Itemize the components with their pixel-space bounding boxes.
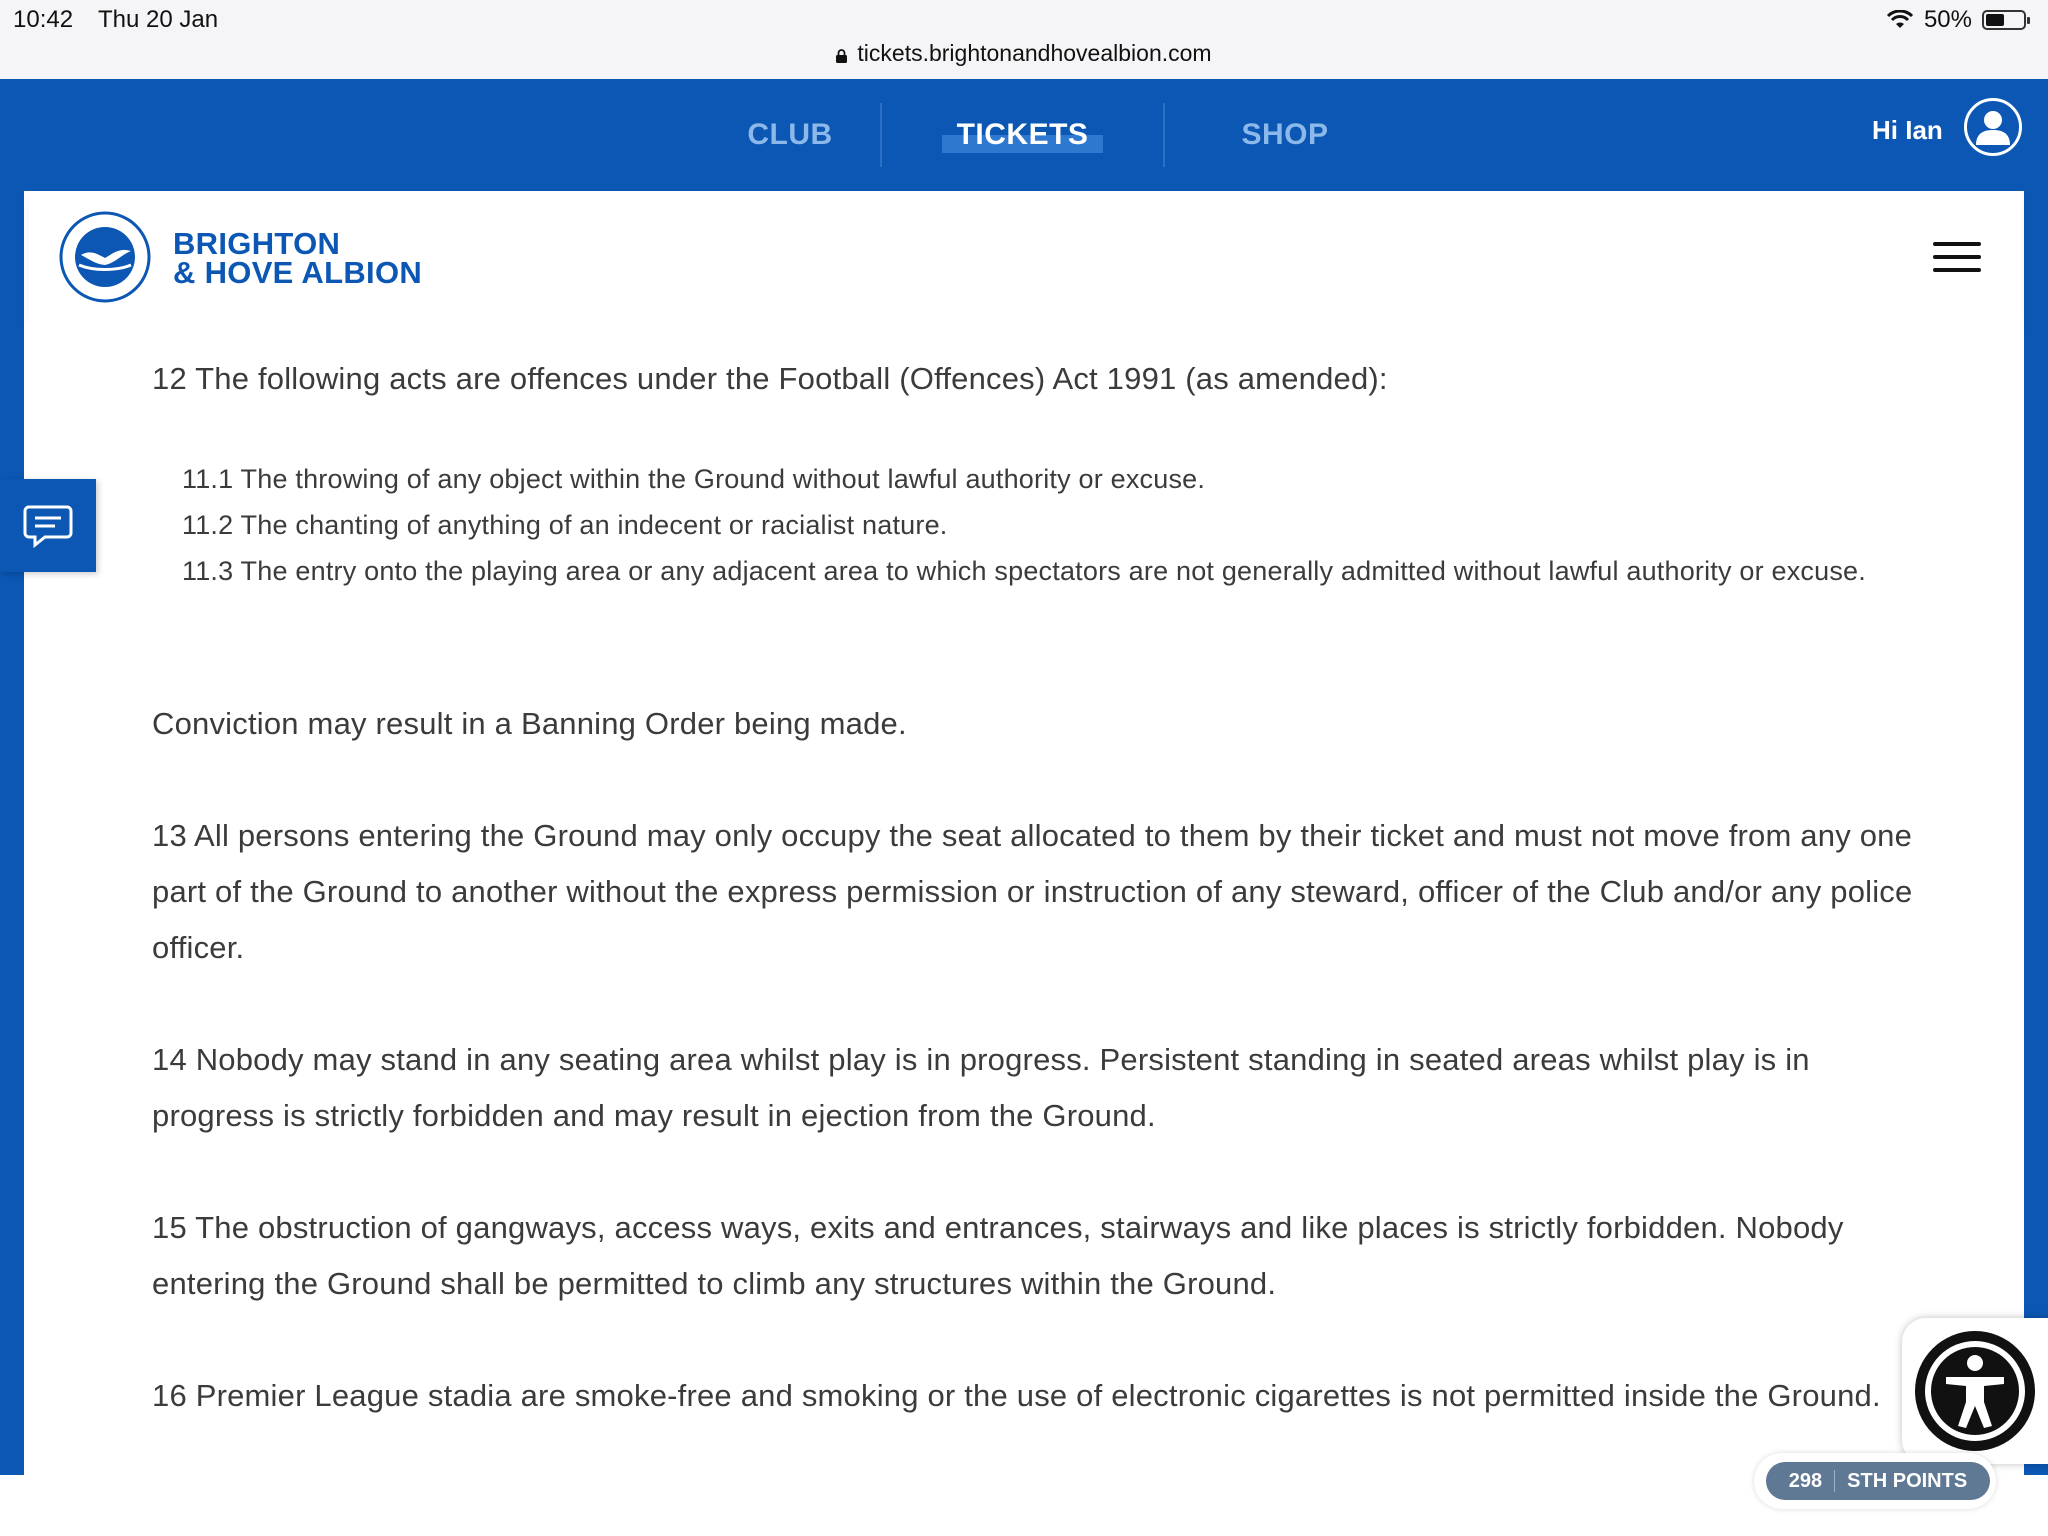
accessibility-button[interactable]: [1902, 1318, 2048, 1464]
paragraph-15: 15 The obstruction of gangways, access ways, exits and entrances, stairways and like places is strictly forbidden. Nobody entering the Ground shall be permitted to climb any structures within the Ground.: [152, 1210, 1844, 1301]
status-time: 10:42: [13, 6, 74, 33]
terms-content: [24, 321, 2024, 1475]
wifi-icon: [1886, 10, 1914, 30]
brand-line-2: & HOVE ALBION: [173, 255, 423, 290]
top-nav: [0, 79, 2048, 191]
url-text: tickets.brightonandhovealbion.com: [857, 40, 1212, 66]
ios-status-bar: [0, 0, 2048, 79]
list-item-11-2: 11.2 The chanting of anything of an indecent or racialist nature.: [182, 510, 948, 540]
paragraph-16: 16 Premier League stadia are smoke-free and smoking or the use of electronic cigarettes is not permitted inside the Ground.: [152, 1378, 1881, 1413]
club-crest-logo[interactable]: [59, 211, 151, 303]
chat-bubble-icon: [23, 503, 73, 549]
address-bar[interactable]: [0, 40, 2048, 67]
list-item-11-3: 11.3 The entry onto the playing area or any adjacent area to which spectators are not generally admitted without lawful authority or excuse.: [182, 556, 1866, 586]
user-avatar-icon[interactable]: [1964, 98, 2022, 156]
battery-level: [1986, 14, 2004, 26]
nav-shop[interactable]: [1165, 79, 1405, 191]
status-indicators: [1886, 6, 2026, 34]
nav-shop-label: SHOP: [1241, 118, 1329, 151]
club-wordmark[interactable]: [173, 226, 423, 290]
conviction-note: Conviction may result in a Banning Order being made.: [152, 706, 907, 741]
chat-button[interactable]: [0, 479, 96, 572]
frame-right: [2024, 191, 2048, 1475]
status-date: Thu 20 Jan: [98, 6, 219, 33]
points-value: 298: [1788, 1469, 1823, 1492]
user-greeting[interactable]: Hi Ian: [1872, 115, 1943, 145]
site-header: [29, 191, 2022, 321]
brand-line-1: BRIGHTON: [173, 226, 341, 261]
points-label: STH POINTS: [1847, 1469, 1968, 1492]
nav-club[interactable]: [700, 79, 880, 191]
sth-points-badge[interactable]: [1766, 1462, 1990, 1500]
nav-tickets[interactable]: [880, 79, 1165, 191]
nav-tickets-label: TICKETS: [956, 118, 1089, 151]
paragraph-14: 14 Nobody may stand in any seating area whilst play is in progress. Persistent standing in seated areas whilst play is in progress is strictly forbidden and may result in ejection from the Ground.: [152, 1042, 1810, 1133]
paragraph-12: 12 The following acts are offences under the Football (Offences) Act 1991 (as amended):: [152, 361, 1388, 396]
paragraph-13: 13 All persons entering the Ground may only occupy the seat allocated to them by their ticket and must not move from any one part of the Ground to another without the express permission or instruction of any steward, officer of the Club and/or any police officer.: [152, 818, 1913, 965]
hamburger-menu-icon[interactable]: [1933, 242, 1981, 272]
nav-club-label: CLUB: [747, 118, 833, 151]
points-separator: [1834, 1470, 1835, 1492]
battery-percent: 50%: [1923, 6, 1972, 33]
accessibility-icon: [1912, 1328, 2038, 1454]
frame-left: [0, 191, 24, 1475]
list-item-11-1: 11.1 The throwing of any object within the Ground without lawful authority or excuse.: [182, 464, 1206, 494]
battery-icon: [1982, 10, 2026, 30]
lock-icon: [836, 49, 847, 63]
